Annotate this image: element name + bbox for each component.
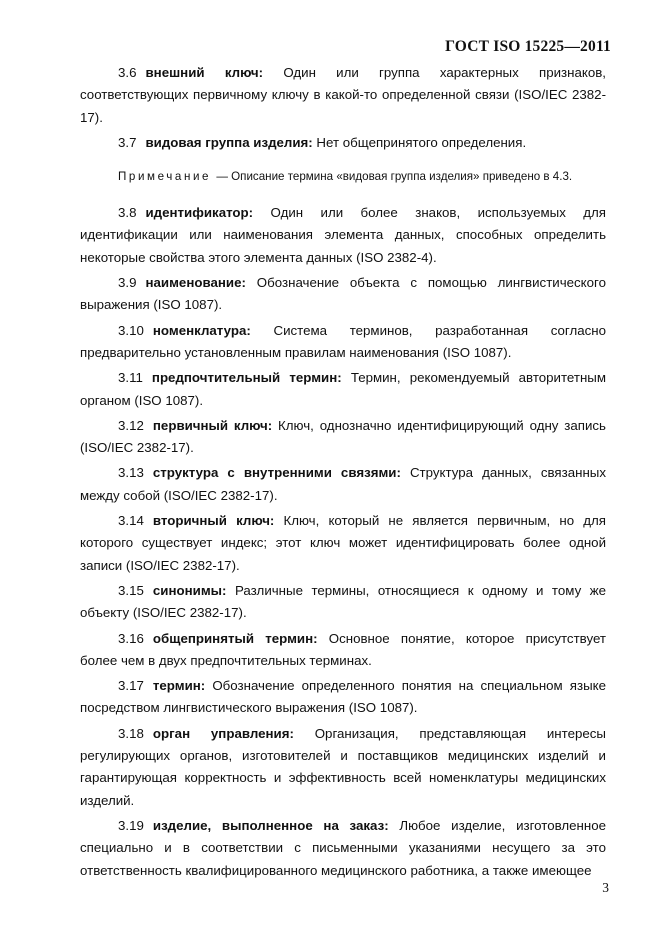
- page-content: [80, 62, 606, 885]
- entry-number: 3.17: [118, 678, 144, 694]
- entry-term: изделие, выполненное на заказ:: [152, 817, 389, 833]
- entry-term: термин:: [152, 678, 206, 694]
- entry-definition: Обозначение определенного понятия на специальном языке посредством лингвистического выражения (ISO 1087).: [80, 678, 606, 716]
- entry-term: наименование:: [145, 275, 246, 291]
- entry-term: первичный ключ:: [152, 417, 273, 433]
- entry-term: видовая группа изделия:: [145, 134, 313, 150]
- definition-entry: [80, 62, 606, 129]
- entry-term: внешний ключ:: [145, 65, 264, 80]
- definition-entry: [80, 415, 606, 460]
- note-text: — Описание термина «видовая группа изделия» приведено в 4.3.: [216, 170, 573, 184]
- definition-entry: [80, 320, 606, 365]
- entry-definition: Различные термины, относящиеся к одному и тому же объекту (ISO/IEC 2382-17).: [80, 582, 606, 621]
- definition-entry: [80, 815, 606, 882]
- entry-definition: Один или группа характерных признаков, соответствующих первичному ключу в какой-то определенной связи (ISO/IEC 2382-17).: [80, 65, 606, 125]
- entry-number: 3.13: [118, 465, 144, 481]
- definition-entry: [80, 367, 606, 412]
- entry-definition: Один или более знаков, используемых для идентификации или наименования элемента данных, способных определить некоторые свойства этого элемента данных (ISO 2382-4).: [80, 205, 606, 265]
- entry-number: 3.19: [118, 817, 144, 833]
- page-number: 3: [602, 880, 609, 895]
- entry-definition: Организация, представляющая интересы регулирующих органов, изготовителей и поставщиков медицинских изделий и гарантирующая корректность и эффективность всей номенклатуры медицинских изделий.: [80, 725, 606, 808]
- entry-definition: Обозначение объекта с помощью лингвистического выражения (ISO 1087).: [80, 275, 606, 313]
- entry-number: 3.9: [118, 275, 137, 291]
- entry-number: 3.10: [118, 322, 144, 338]
- definition-entry: [80, 462, 606, 507]
- definition-entry: [80, 272, 606, 317]
- entry-number: 3.7: [118, 134, 137, 150]
- document-header: ГОСТ ISO 15225—2011: [445, 38, 611, 55]
- entry-definition: Любое изделие, изготовленное специально и в соответствии с письменными указаниями несущего за это ответственность квалифицированного медицинского работника, а также имеющее: [80, 817, 606, 878]
- entry-definition: Нет общепринятого определения.: [316, 134, 527, 150]
- definition-entry: [80, 132, 606, 154]
- definition-entry: [80, 628, 606, 673]
- entry-number: 3.6: [118, 65, 137, 80]
- definition-entry: [80, 510, 606, 577]
- entry-definition: Основное понятие, которое присутствует более чем в двух предпочтительных терминах.: [80, 630, 606, 668]
- entry-definition: Термин, рекомендуемый авторитетным органом (ISO 1087).: [80, 370, 607, 408]
- definition-entry: [80, 723, 606, 812]
- entry-term: общепринятый термин:: [152, 630, 318, 646]
- entry-term: вторичный ключ:: [152, 513, 275, 529]
- definition-entry: [80, 580, 606, 625]
- entry-term: номенклатура:: [152, 322, 251, 338]
- entry-number: 3.8: [118, 205, 137, 221]
- entry-term: синонимы:: [152, 582, 227, 598]
- entry-number: 3.14: [118, 513, 144, 529]
- entry-term: идентификатор:: [145, 205, 254, 221]
- entry-number: 3.18: [118, 725, 144, 741]
- note-label: Примечание: [118, 170, 212, 184]
- entry-definition: Структура данных, связанных между собой (ISO/IEC 2382-17).: [80, 465, 607, 503]
- entry-definition: Ключ, однозначно идентифицирующий одну запись (ISO/IEC 2382-17).: [80, 417, 606, 456]
- entry-number: 3.15: [118, 582, 144, 598]
- entry-definition: Система терминов, разработанная согласно предварительно установленным правилам наименования (ISO 1087).: [80, 322, 606, 360]
- definition-entry: [80, 202, 606, 269]
- entry-term: структура с внутренними связями:: [152, 465, 401, 481]
- entry-number: 3.12: [118, 417, 144, 433]
- entry-number: 3.16: [118, 630, 144, 646]
- entry-number: 3.11: [118, 370, 143, 386]
- entry-term: орган управления:: [152, 725, 294, 741]
- entry-term: предпочтительный термин:: [151, 370, 342, 386]
- entry-definition: Ключ, который не является первичным, но для которого существует индекс; этот ключ может идентифицировать более одной записи (ISO/IEC 2382-17).: [80, 513, 606, 573]
- definition-entry: [80, 675, 606, 720]
- note: [80, 168, 606, 186]
